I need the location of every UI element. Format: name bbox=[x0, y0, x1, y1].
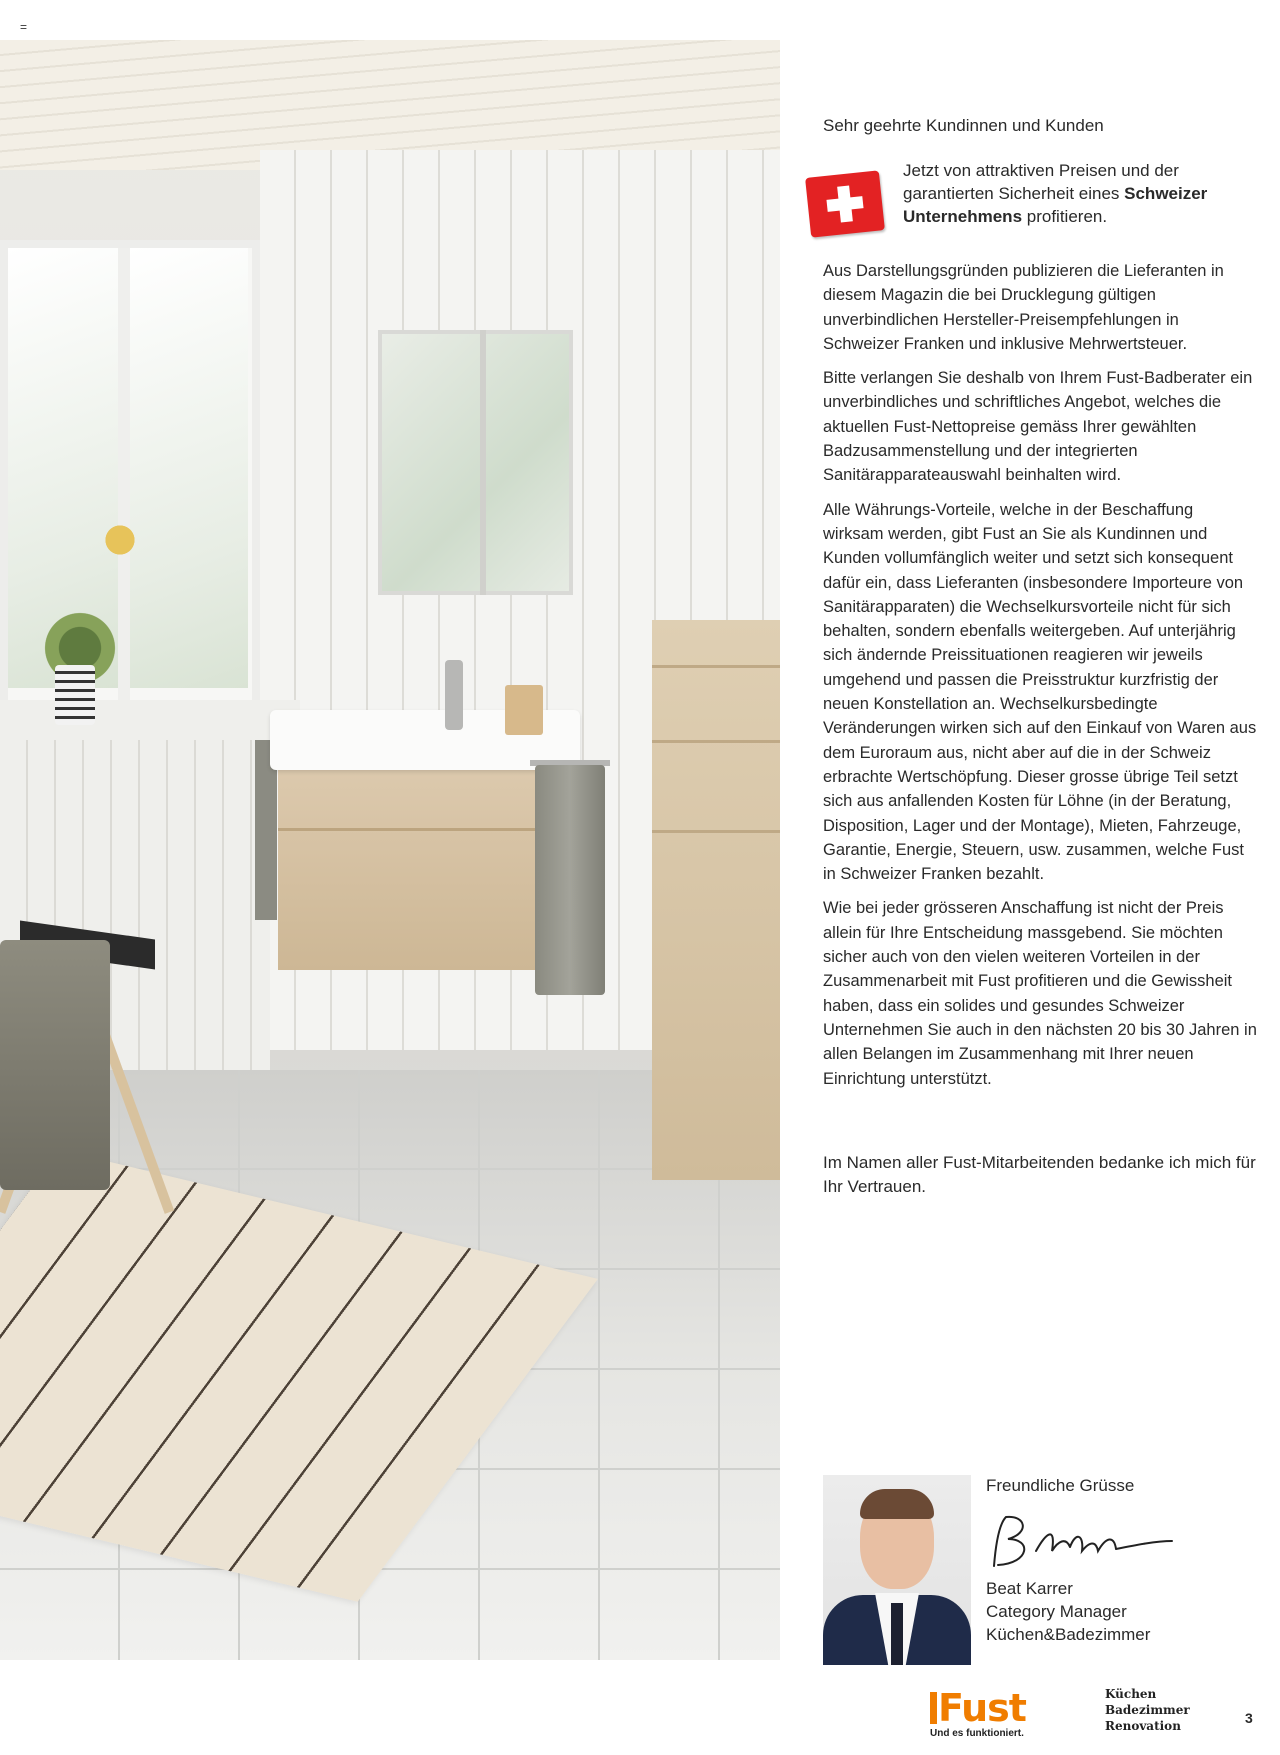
menu-icon[interactable]: = bbox=[20, 20, 28, 34]
window-pane-right bbox=[130, 248, 248, 688]
plant-pot bbox=[55, 665, 95, 725]
portrait-photo bbox=[823, 1475, 971, 1665]
portrait-hair bbox=[860, 1489, 934, 1519]
handwritten-signature bbox=[986, 1511, 1176, 1573]
paragraph: Wie bei jeder grösseren Anschaffung ist nicht der Preis allein für Ihre Entscheidung massgebend. Sie möchten sicher auch von den vielen weiteren Vorteilen in der Zusammenarbeit mit Fust profitieren und die Gewissheit haben, dass ein solides und gesundes Schweizer Unternehmen Sie auch in den nächsten 20 bis 30 Jahren in allen Belangen im Zusammenhang mit Ihrer neuen Einrichtung unterstützt. bbox=[823, 899, 1257, 1088]
greeting: Sehr geehrte Kundinnen und Kunden bbox=[823, 116, 1104, 135]
fust-logo-bar bbox=[930, 1692, 937, 1724]
page-number: 3 bbox=[1245, 1710, 1253, 1726]
category-list bbox=[1105, 1686, 1190, 1734]
fust-logo bbox=[930, 1686, 1085, 1739]
paragraph: Bitte verlangen Sie deshalb von Ihrem Fust-Badberater ein unverbindliches und schriftliches Angebot, welches die aktuellen Fust-Nettopreise gemäss Ihrer gewählten Badzusammenstellung und der integrierten Sanitärapparateauswahl beinhalten wird. bbox=[823, 369, 1253, 485]
vanity-cabinet bbox=[278, 770, 574, 970]
regards: Freundliche Grüsse bbox=[986, 1476, 1135, 1495]
signer-name: Beat Karrer bbox=[986, 1579, 1073, 1598]
flower bbox=[95, 520, 145, 560]
tall-cabinet-line bbox=[652, 665, 780, 668]
letter bbox=[823, 115, 1258, 1199]
tall-cabinet-line bbox=[652, 740, 780, 743]
swiss-cross-horizontal bbox=[826, 196, 863, 212]
signature-block bbox=[823, 1475, 1263, 1665]
intro-text bbox=[903, 159, 1263, 228]
bathroom-photo bbox=[0, 40, 780, 1660]
mirror-divider bbox=[480, 330, 486, 595]
signature-text bbox=[986, 1475, 1256, 1646]
intro-bold: Schweizer Unternehmens bbox=[903, 184, 1208, 226]
intro-after: profitieren. bbox=[1022, 207, 1108, 226]
swiss-flag-icon bbox=[805, 170, 885, 237]
fust-logo-word: Fust bbox=[938, 1686, 1026, 1730]
footer bbox=[930, 1682, 1260, 1742]
mirror bbox=[378, 330, 573, 595]
stool bbox=[0, 920, 160, 1240]
faucet bbox=[445, 660, 463, 730]
intro-before: Jetzt von attraktiven Preisen und der garantierten Sicherheit eines bbox=[903, 161, 1179, 203]
category-item: Küchen bbox=[1105, 1687, 1157, 1701]
signer-role: Category Manager bbox=[986, 1602, 1127, 1621]
stool-towel bbox=[0, 940, 110, 1190]
tall-cabinet-line bbox=[652, 830, 780, 833]
category-item: Badezimmer bbox=[1105, 1703, 1190, 1717]
paragraph: Alle Währungs-Vorteile, welche in der Beschaffung wirksam werden, gibt Fust an Sie als Kundinnen und Kunden vollumfänglich weiter und setzt sich konsequent dafür ein, dass Lieferanten (insbesondere Importeure von Sanitärapparaten) die Wechselkursvorteile nicht für sich behalten, sondern ebenfalls weitergeben. Auf unterjährig sich ändernde Preissituationen reagieren wir jeweils umgehend und passen die Preisstruktur kurzfristig der neuen Konstellation an. Wechselkursbedingte Veränderungen wirken sich auf den Einkauf von Waren aus dem Euroraum aus, nicht aber auf die in der Schweiz erbrachte Wertschöpfung. Dieser grosse übrige Teil setzt sich aus anfallenden Kosten für Löhne (in der Beratung, Disposition, Lager und der Montage), Mieten, Fahrzeuge, Garantie, Energie, Steuern, usw. zusammen, welche Fust in Schweizer Franken bezahlt. bbox=[823, 500, 1257, 884]
portrait-tie bbox=[891, 1603, 903, 1665]
toothbrush-cup bbox=[505, 685, 543, 735]
signer-department: Küchen&Badezimmer bbox=[986, 1625, 1151, 1644]
window-sill bbox=[0, 700, 300, 740]
closing-text: Im Namen aller Fust-Mitarbeitenden bedanke ich mich für Ihr Vertrauen. bbox=[823, 1152, 1256, 1196]
category-item: Renovation bbox=[1105, 1719, 1181, 1733]
fust-tagline: Und es funktioniert. bbox=[930, 1728, 1024, 1739]
towel bbox=[535, 765, 605, 995]
tall-cabinet bbox=[652, 620, 780, 1180]
intro bbox=[823, 159, 1258, 259]
vanity-drawer-line bbox=[278, 828, 574, 831]
paragraph: Aus Darstellungsgründen publizieren die Lieferanten in diesem Magazin die bei Drucklegung gültigen unverbindlichen Hersteller-Preisempfehlungen in Schweizer Franken und inklusive Mehrwertsteuer. bbox=[823, 262, 1224, 353]
